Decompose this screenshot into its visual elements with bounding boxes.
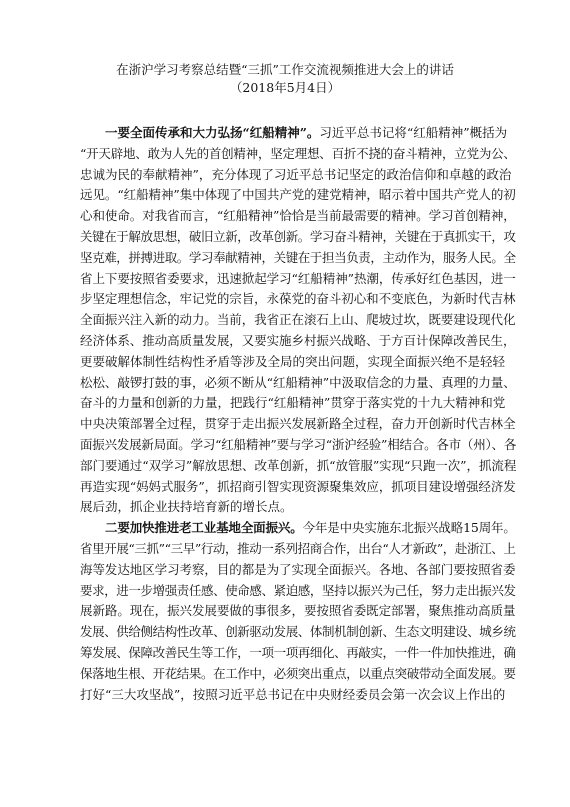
paragraph-line: 坚克难，拼搏进取。学习奉献精神，关键在于担当负责，主动作为，服务人民。全 <box>80 249 516 265</box>
paragraph-line: 展后劲，抓企业扶持培育新的增长点。 <box>80 499 293 515</box>
paragraph-line: 全面振兴注入新的动力。当前，我省正在滚石上山、爬坡过坎，既要建设现代化 <box>80 312 516 328</box>
paragraph-line: 打好“三大攻坚战”，按照习近平总书记在中央财经委员会第一次会议上作出的 <box>80 686 506 702</box>
document-title: 在浙沪学习考察总结暨“三抓”工作交流视频推进大会上的讲话 <box>116 62 454 77</box>
paragraph-line: 筹发展、保障改善民生等工作，一项一项再细化、再敲实，一件一件加快推进，确 <box>80 644 516 660</box>
document-date: （2018年5月4日） <box>229 80 341 95</box>
paragraph-line: 奋斗的力量和创新的力量，把践行“红船精神”贯穿于落实党的十九大精神和党 <box>80 395 506 411</box>
paragraph-line: 再造实现“妈妈式服务”，抓招商引智实现资源聚集效应，抓项目建设增强经济发 <box>80 478 516 494</box>
paragraph-line: 保落地生根、开花结果。在工作中，必须突出重点，以重点突破带动全面发展。要 <box>80 665 516 681</box>
paragraph-line: 更要破解体制性结构性矛盾等涉及全局的突出问题，实现全面振兴绝不是轻轻 <box>80 353 506 369</box>
paragraph-line: 心和使命。对我省而言，“红船精神”恰恰是当前最需要的精神。学习首创精神， <box>80 208 516 224</box>
paragraph-line: 海等发达地区学习考察，目的都是为了实现全面振兴。各地、各部门要按照省委 <box>80 561 516 577</box>
paragraph-line: 经济体系、推动高质量发展，又要实施乡村振兴战略、于方百计保障改善民生， <box>80 332 516 348</box>
paragraph-line: 步坚定理想信念，牢记党的宗旨，永葆党的奋斗初心和不变底色，为新时代吉林 <box>80 291 516 307</box>
paragraph-lead: 二要加快推进老工业基地全面振兴。 <box>105 520 303 536</box>
paragraph-line: 发展、供给侧结构性改革、创新驱动发展、体制机制创新、生态文明建设、城乡统 <box>80 624 516 640</box>
paragraph-line: 部门要通过“双学习”解放思想、改革创新，抓“放管服”实现“只跑一次”，抓流程 <box>80 457 517 473</box>
document-body <box>80 123 516 705</box>
paragraph-line: 展新路。现在，振兴发展要做的事很多，要按照省委既定部署，聚焦推动高质量 <box>80 603 516 619</box>
paragraph-line: 面振兴发展新局面。学习“红船精神”要与学习“浙沪经验”相结合。各市（州）、各 <box>80 436 517 452</box>
paragraph-line: 省里开展“三抓”“三早”行动，推动一系列招商合作，出台“人才新政”，赴浙江、上 <box>80 540 516 556</box>
paragraph-line: 远见。“红船精神”集中体现了中国共产党的建党精神，昭示着中国共产党人的初 <box>80 187 516 203</box>
paragraph-line: 中央决策部署全过程，贯穿于走出振兴发展新路全过程，奋力开创新时代吉林全 <box>80 416 516 432</box>
paragraph-line: 二要加快推进老工业基地全面振兴。今年是中央实施东北振兴战略15周年。 <box>105 520 516 536</box>
paragraph-line: 忠诚为民的奉献精神”，充分体现了习近平总书记坚定的政治信仰和卓越的政治 <box>80 166 512 182</box>
paragraph-line: 要求，进一步增强责任感、使命感、紧迫感，坚持以振兴为己任，努力走出振兴发 <box>80 582 516 598</box>
paragraph-lead: 一要全面传承和大力弘扬“红船精神”。 <box>105 125 320 140</box>
paragraph-line: 省上下要按照省委要求，迅速掀起学习“红船精神”热潮，传承好红色基因，进一 <box>80 270 516 286</box>
paragraph-line: “开天辟地、敢为人先的首创精神，坚定理想、百折不挠的奋斗精神，立党为公、 <box>80 145 516 161</box>
paragraph-line: 松松、敲锣打鼓的事，必须不断从“红船精神”中汲取信念的力量、真理的力量、 <box>80 374 516 390</box>
paragraph-line: 关键在于解放思想，破旧立新，改革创新。学习奋斗精神，关键在于真抓实干，攻 <box>80 228 516 244</box>
paragraph-line: 一要全面传承和大力弘扬“红船精神”。习近平总书记将“红船精神”概括为 <box>105 125 508 140</box>
